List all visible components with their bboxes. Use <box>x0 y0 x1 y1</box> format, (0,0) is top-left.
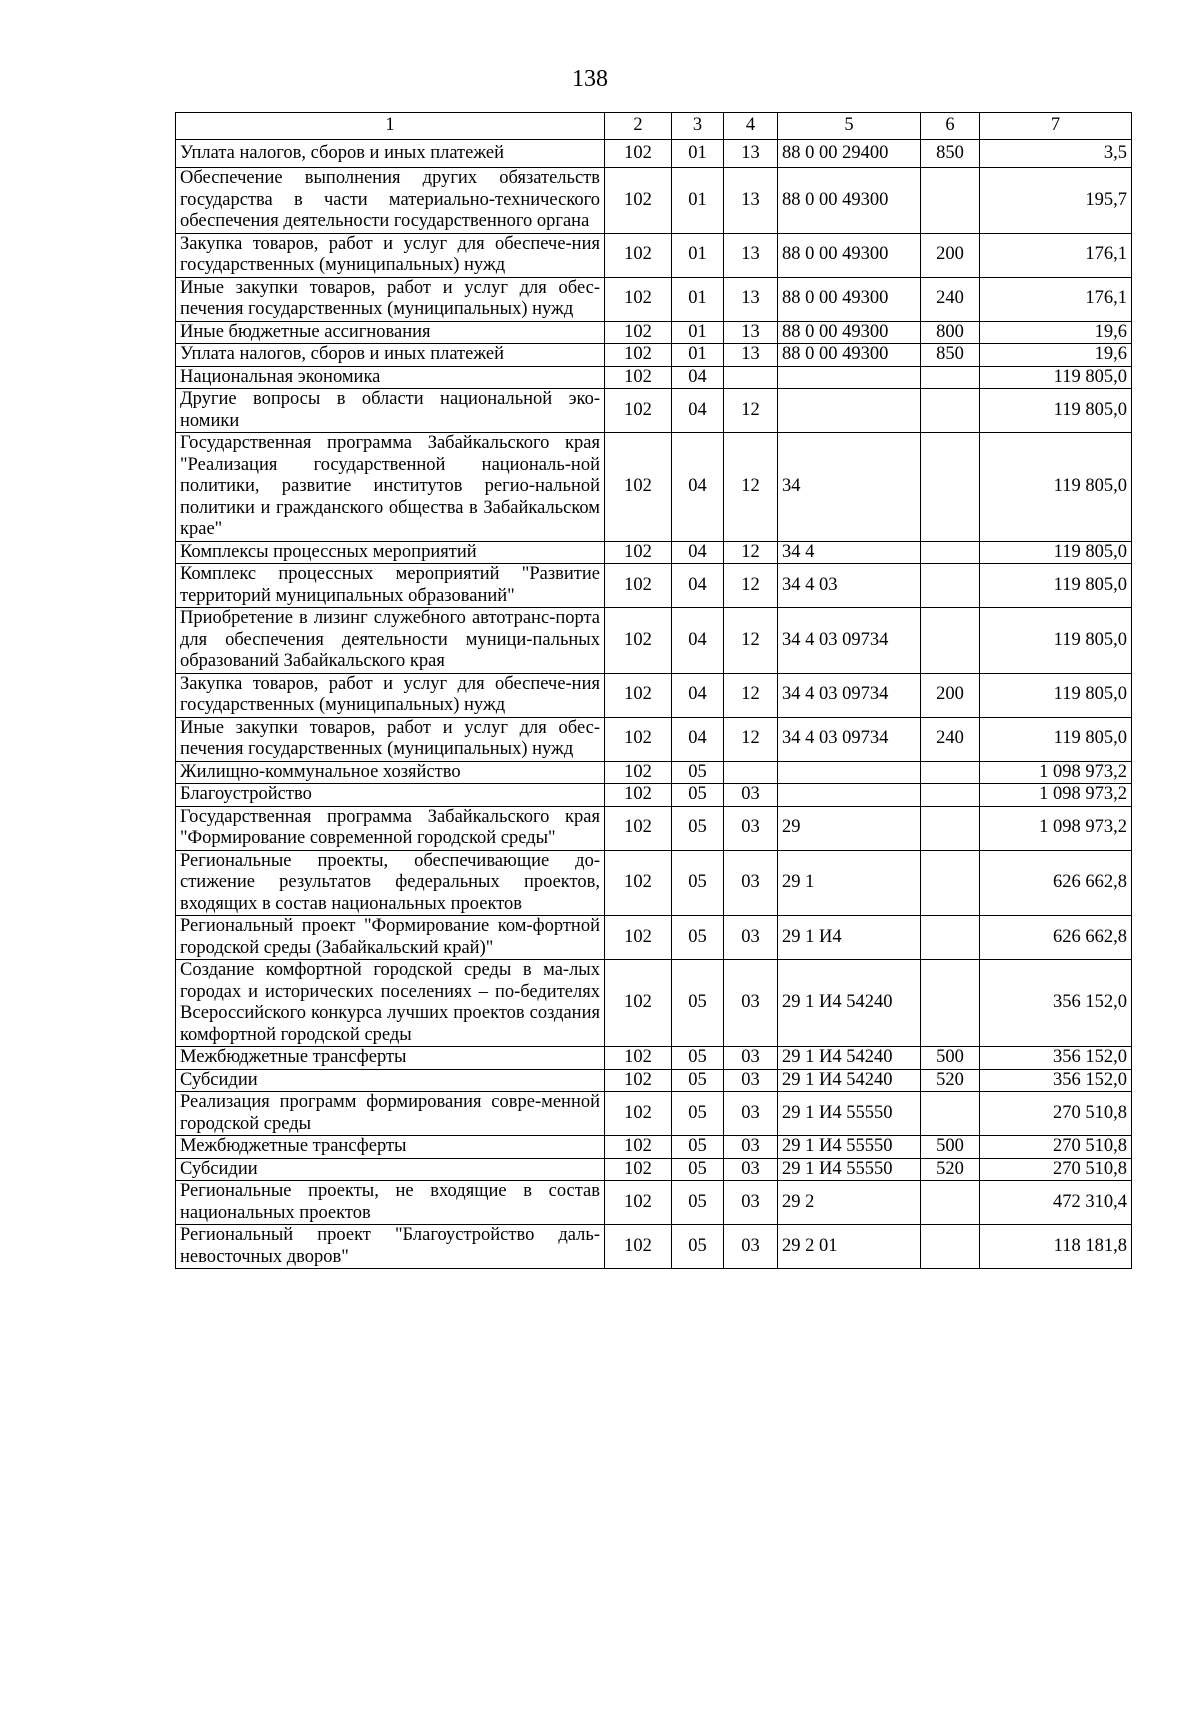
amount-cell: 119 805,0 <box>980 433 1132 542</box>
column-4-cell: 13 <box>724 344 778 367</box>
row-name-cell: Обеспечение выполнения других обязательств государства в части материально-технического обеспечения деятельности государственного органа <box>176 168 605 234</box>
column-5-cell: 88 0 00 49300 <box>778 321 921 344</box>
column-4-cell: 03 <box>724 960 778 1047</box>
amount-cell: 1 098 973,2 <box>980 806 1132 850</box>
column-4-cell: 03 <box>724 1069 778 1092</box>
column-2-cell: 102 <box>605 389 672 433</box>
column-6-cell <box>921 1225 980 1269</box>
column-5-cell: 29 <box>778 806 921 850</box>
amount-cell: 19,6 <box>980 321 1132 344</box>
column-5-cell: 34 4 <box>778 541 921 564</box>
table-row <box>176 1047 1132 1070</box>
column-3-cell: 05 <box>672 1136 724 1159</box>
header-cell: 7 <box>980 113 1132 140</box>
row-name-cell: Реализация программ формирования совре-менной городской среды <box>176 1092 605 1136</box>
column-5-cell: 29 1 И4 <box>778 916 921 960</box>
column-2-cell: 102 <box>605 140 672 168</box>
column-5-cell: 34 4 03 <box>778 564 921 608</box>
column-6-cell: 520 <box>921 1158 980 1181</box>
column-3-cell: 04 <box>672 541 724 564</box>
column-4-cell <box>724 761 778 784</box>
column-4-cell: 12 <box>724 541 778 564</box>
table-row <box>176 1069 1132 1092</box>
column-6-cell <box>921 1092 980 1136</box>
row-name-cell: Межбюджетные трансферты <box>176 1136 605 1159</box>
header-cell: 2 <box>605 113 672 140</box>
table-row <box>176 717 1132 761</box>
amount-cell: 270 510,8 <box>980 1158 1132 1181</box>
column-2-cell: 102 <box>605 1136 672 1159</box>
column-5-cell: 88 0 00 29400 <box>778 140 921 168</box>
column-5-cell: 29 1 И4 55550 <box>778 1136 921 1159</box>
row-name-cell: Межбюджетные трансферты <box>176 1047 605 1070</box>
amount-cell: 356 152,0 <box>980 1047 1132 1070</box>
amount-cell: 176,1 <box>980 277 1132 321</box>
column-2-cell: 102 <box>605 960 672 1047</box>
column-3-cell: 05 <box>672 1225 724 1269</box>
column-4-cell: 03 <box>724 1092 778 1136</box>
column-2-cell: 102 <box>605 168 672 234</box>
column-5-cell: 29 1 <box>778 850 921 916</box>
column-3-cell: 04 <box>672 564 724 608</box>
column-6-cell <box>921 761 980 784</box>
header-cell: 3 <box>672 113 724 140</box>
column-2-cell: 102 <box>605 344 672 367</box>
amount-cell: 270 510,8 <box>980 1136 1132 1159</box>
row-name-cell: Региональный проект "Благоустройство даль-невосточных дворов" <box>176 1225 605 1269</box>
column-6-cell <box>921 389 980 433</box>
row-name-cell: Комплекс процессных мероприятий "Развитие территорий муниципальных образований" <box>176 564 605 608</box>
column-6-cell <box>921 564 980 608</box>
table-row <box>176 366 1132 389</box>
column-2-cell: 102 <box>605 1069 672 1092</box>
column-2-cell: 102 <box>605 850 672 916</box>
table-row <box>176 850 1132 916</box>
column-5-cell: 29 1 И4 54240 <box>778 1047 921 1070</box>
column-5-cell: 34 <box>778 433 921 542</box>
column-6-cell <box>921 433 980 542</box>
column-2-cell: 102 <box>605 1092 672 1136</box>
column-3-cell: 01 <box>672 140 724 168</box>
row-name-cell: Субсидии <box>176 1069 605 1092</box>
column-4-cell: 13 <box>724 233 778 277</box>
column-6-cell: 200 <box>921 673 980 717</box>
column-2-cell: 102 <box>605 1225 672 1269</box>
budget-table <box>175 112 1132 1269</box>
column-4-cell: 03 <box>724 1158 778 1181</box>
row-name-cell: Закупка товаров, работ и услуг для обеспече-ния государственных (муниципальных) нужд <box>176 233 605 277</box>
column-5-cell <box>778 389 921 433</box>
table-row <box>176 761 1132 784</box>
table-row <box>176 1181 1132 1225</box>
column-6-cell <box>921 784 980 807</box>
header-cell: 1 <box>176 113 605 140</box>
table-row <box>176 168 1132 234</box>
column-4-cell: 13 <box>724 321 778 344</box>
row-name-cell: Создание комфортной городской среды в ма-лых городах и исторических поселениях – по-бедителях Всероссийского конкурса лучших проектов создания комфортной городской среды <box>176 960 605 1047</box>
column-2-cell: 102 <box>605 761 672 784</box>
amount-cell: 119 805,0 <box>980 608 1132 674</box>
column-3-cell: 04 <box>672 366 724 389</box>
amount-cell: 626 662,8 <box>980 850 1132 916</box>
header-cell: 4 <box>724 113 778 140</box>
amount-cell: 3,5 <box>980 140 1132 168</box>
column-5-cell: 29 2 01 <box>778 1225 921 1269</box>
column-3-cell: 05 <box>672 850 724 916</box>
column-2-cell: 102 <box>605 806 672 850</box>
row-name-cell: Уплата налогов, сборов и иных платежей <box>176 140 605 168</box>
table-row <box>176 564 1132 608</box>
column-6-cell <box>921 366 980 389</box>
row-name-cell: Благоустройство <box>176 784 605 807</box>
amount-cell: 356 152,0 <box>980 1069 1132 1092</box>
column-6-cell: 240 <box>921 277 980 321</box>
column-2-cell: 102 <box>605 366 672 389</box>
column-3-cell: 05 <box>672 1181 724 1225</box>
column-6-cell: 240 <box>921 717 980 761</box>
column-6-cell: 500 <box>921 1047 980 1070</box>
column-2-cell: 102 <box>605 608 672 674</box>
table-row <box>176 433 1132 542</box>
column-6-cell <box>921 916 980 960</box>
column-6-cell <box>921 850 980 916</box>
column-4-cell: 12 <box>724 608 778 674</box>
amount-cell: 119 805,0 <box>980 673 1132 717</box>
column-4-cell: 12 <box>724 673 778 717</box>
column-3-cell: 05 <box>672 1158 724 1181</box>
page-number: 138 <box>572 66 608 92</box>
column-3-cell: 05 <box>672 784 724 807</box>
column-4-cell: 13 <box>724 168 778 234</box>
column-4-cell: 03 <box>724 916 778 960</box>
column-4-cell: 03 <box>724 806 778 850</box>
table-row <box>176 1158 1132 1181</box>
table-row <box>176 140 1132 168</box>
header-row <box>176 113 1132 140</box>
column-6-cell <box>921 168 980 234</box>
column-2-cell: 102 <box>605 673 672 717</box>
column-3-cell: 05 <box>672 1092 724 1136</box>
column-5-cell <box>778 366 921 389</box>
column-6-cell <box>921 806 980 850</box>
row-name-cell: Другие вопросы в области национальной эко-номики <box>176 389 605 433</box>
column-3-cell: 04 <box>672 608 724 674</box>
column-4-cell <box>724 366 778 389</box>
column-3-cell: 05 <box>672 916 724 960</box>
amount-cell: 176,1 <box>980 233 1132 277</box>
column-6-cell: 850 <box>921 344 980 367</box>
row-name-cell: Государственная программа Забайкальского края "Реализация государственной националь-ной политики, развитие институтов регио-нальной политики и гражданского общества в Забайкальском крае" <box>176 433 605 542</box>
column-5-cell: 34 4 03 09734 <box>778 608 921 674</box>
amount-cell: 119 805,0 <box>980 541 1132 564</box>
table-row <box>176 916 1132 960</box>
amount-cell: 119 805,0 <box>980 389 1132 433</box>
column-5-cell: 88 0 00 49300 <box>778 168 921 234</box>
column-2-cell: 102 <box>605 916 672 960</box>
column-3-cell: 04 <box>672 389 724 433</box>
row-name-cell: Региональные проекты, обеспечивающие до-стижение результатов федеральных проектов, входящих в состав национальных проектов <box>176 850 605 916</box>
amount-cell: 472 310,4 <box>980 1181 1132 1225</box>
column-4-cell: 13 <box>724 140 778 168</box>
column-3-cell: 01 <box>672 277 724 321</box>
column-6-cell <box>921 1181 980 1225</box>
column-4-cell: 03 <box>724 1225 778 1269</box>
column-2-cell: 102 <box>605 1047 672 1070</box>
column-2-cell: 102 <box>605 1158 672 1181</box>
amount-cell: 119 805,0 <box>980 366 1132 389</box>
table-row <box>176 233 1132 277</box>
column-3-cell: 05 <box>672 1069 724 1092</box>
table-row <box>176 806 1132 850</box>
row-name-cell: Региональный проект "Формирование ком-фортной городской среды (Забайкальский край)" <box>176 916 605 960</box>
row-name-cell: Государственная программа Забайкальского края "Формирование современной городской среды" <box>176 806 605 850</box>
column-4-cell: 13 <box>724 277 778 321</box>
column-5-cell: 88 0 00 49300 <box>778 233 921 277</box>
table-row <box>176 277 1132 321</box>
row-name-cell: Закупка товаров, работ и услуг для обеспече-ния государственных (муниципальных) нужд <box>176 673 605 717</box>
table-row <box>176 1225 1132 1269</box>
row-name-cell: Жилищно-коммунальное хозяйство <box>176 761 605 784</box>
column-4-cell: 12 <box>724 433 778 542</box>
column-5-cell: 29 1 И4 54240 <box>778 1069 921 1092</box>
column-2-cell: 102 <box>605 1181 672 1225</box>
column-5-cell <box>778 784 921 807</box>
column-4-cell: 03 <box>724 850 778 916</box>
amount-cell: 356 152,0 <box>980 960 1132 1047</box>
column-4-cell: 12 <box>724 564 778 608</box>
column-5-cell: 29 1 И4 55550 <box>778 1158 921 1181</box>
column-3-cell: 05 <box>672 1047 724 1070</box>
column-5-cell: 88 0 00 49300 <box>778 277 921 321</box>
column-3-cell: 01 <box>672 321 724 344</box>
table-row <box>176 321 1132 344</box>
row-name-cell: Национальная экономика <box>176 366 605 389</box>
column-3-cell: 04 <box>672 717 724 761</box>
amount-cell: 270 510,8 <box>980 1092 1132 1136</box>
table-row <box>176 1136 1132 1159</box>
column-6-cell: 500 <box>921 1136 980 1159</box>
column-5-cell: 34 4 03 09734 <box>778 717 921 761</box>
row-name-cell: Иные закупки товаров, работ и услуг для обес-печения государственных (муниципальных) нужд <box>176 717 605 761</box>
column-6-cell: 520 <box>921 1069 980 1092</box>
column-5-cell: 29 2 <box>778 1181 921 1225</box>
column-2-cell: 102 <box>605 321 672 344</box>
column-2-cell: 102 <box>605 433 672 542</box>
column-2-cell: 102 <box>605 233 672 277</box>
column-4-cell: 12 <box>724 717 778 761</box>
amount-cell: 19,6 <box>980 344 1132 367</box>
row-name-cell: Региональные проекты, не входящие в состав национальных проектов <box>176 1181 605 1225</box>
table-row <box>176 389 1132 433</box>
column-5-cell: 34 4 03 09734 <box>778 673 921 717</box>
column-4-cell: 03 <box>724 1181 778 1225</box>
column-3-cell: 04 <box>672 433 724 542</box>
amount-cell: 626 662,8 <box>980 916 1132 960</box>
column-2-cell: 102 <box>605 277 672 321</box>
column-2-cell: 102 <box>605 541 672 564</box>
column-6-cell <box>921 608 980 674</box>
amount-cell: 1 098 973,2 <box>980 784 1132 807</box>
header-cell: 5 <box>778 113 921 140</box>
column-4-cell: 03 <box>724 784 778 807</box>
amount-cell: 195,7 <box>980 168 1132 234</box>
table-row <box>176 784 1132 807</box>
table-row <box>176 960 1132 1047</box>
column-4-cell: 03 <box>724 1136 778 1159</box>
column-5-cell: 88 0 00 49300 <box>778 344 921 367</box>
table-row <box>176 1092 1132 1136</box>
column-4-cell: 12 <box>724 389 778 433</box>
column-3-cell: 01 <box>672 344 724 367</box>
column-6-cell: 850 <box>921 140 980 168</box>
row-name-cell: Иные бюджетные ассигнования <box>176 321 605 344</box>
column-2-cell: 102 <box>605 784 672 807</box>
column-5-cell <box>778 761 921 784</box>
table-row <box>176 608 1132 674</box>
header-cell: 6 <box>921 113 980 140</box>
table-row <box>176 541 1132 564</box>
column-6-cell <box>921 541 980 564</box>
column-6-cell: 800 <box>921 321 980 344</box>
column-5-cell: 29 1 И4 55550 <box>778 1092 921 1136</box>
row-name-cell: Иные закупки товаров, работ и услуг для обес-печения государственных (муниципальных) нужд <box>176 277 605 321</box>
row-name-cell: Комплексы процессных мероприятий <box>176 541 605 564</box>
column-2-cell: 102 <box>605 564 672 608</box>
table-row <box>176 344 1132 367</box>
amount-cell: 119 805,0 <box>980 717 1132 761</box>
column-3-cell: 05 <box>672 806 724 850</box>
column-4-cell: 03 <box>724 1047 778 1070</box>
row-name-cell: Уплата налогов, сборов и иных платежей <box>176 344 605 367</box>
amount-cell: 119 805,0 <box>980 564 1132 608</box>
row-name-cell: Субсидии <box>176 1158 605 1181</box>
column-6-cell: 200 <box>921 233 980 277</box>
amount-cell: 118 181,8 <box>980 1225 1132 1269</box>
column-3-cell: 05 <box>672 761 724 784</box>
column-2-cell: 102 <box>605 717 672 761</box>
column-5-cell: 29 1 И4 54240 <box>778 960 921 1047</box>
column-3-cell: 04 <box>672 673 724 717</box>
row-name-cell: Приобретение в лизинг служебного автотранс-порта для обеспечения деятельности муници-пальных образований Забайкальского края <box>176 608 605 674</box>
column-3-cell: 05 <box>672 960 724 1047</box>
column-6-cell <box>921 960 980 1047</box>
column-3-cell: 01 <box>672 233 724 277</box>
amount-cell: 1 098 973,2 <box>980 761 1132 784</box>
column-3-cell: 01 <box>672 168 724 234</box>
table-row <box>176 673 1132 717</box>
